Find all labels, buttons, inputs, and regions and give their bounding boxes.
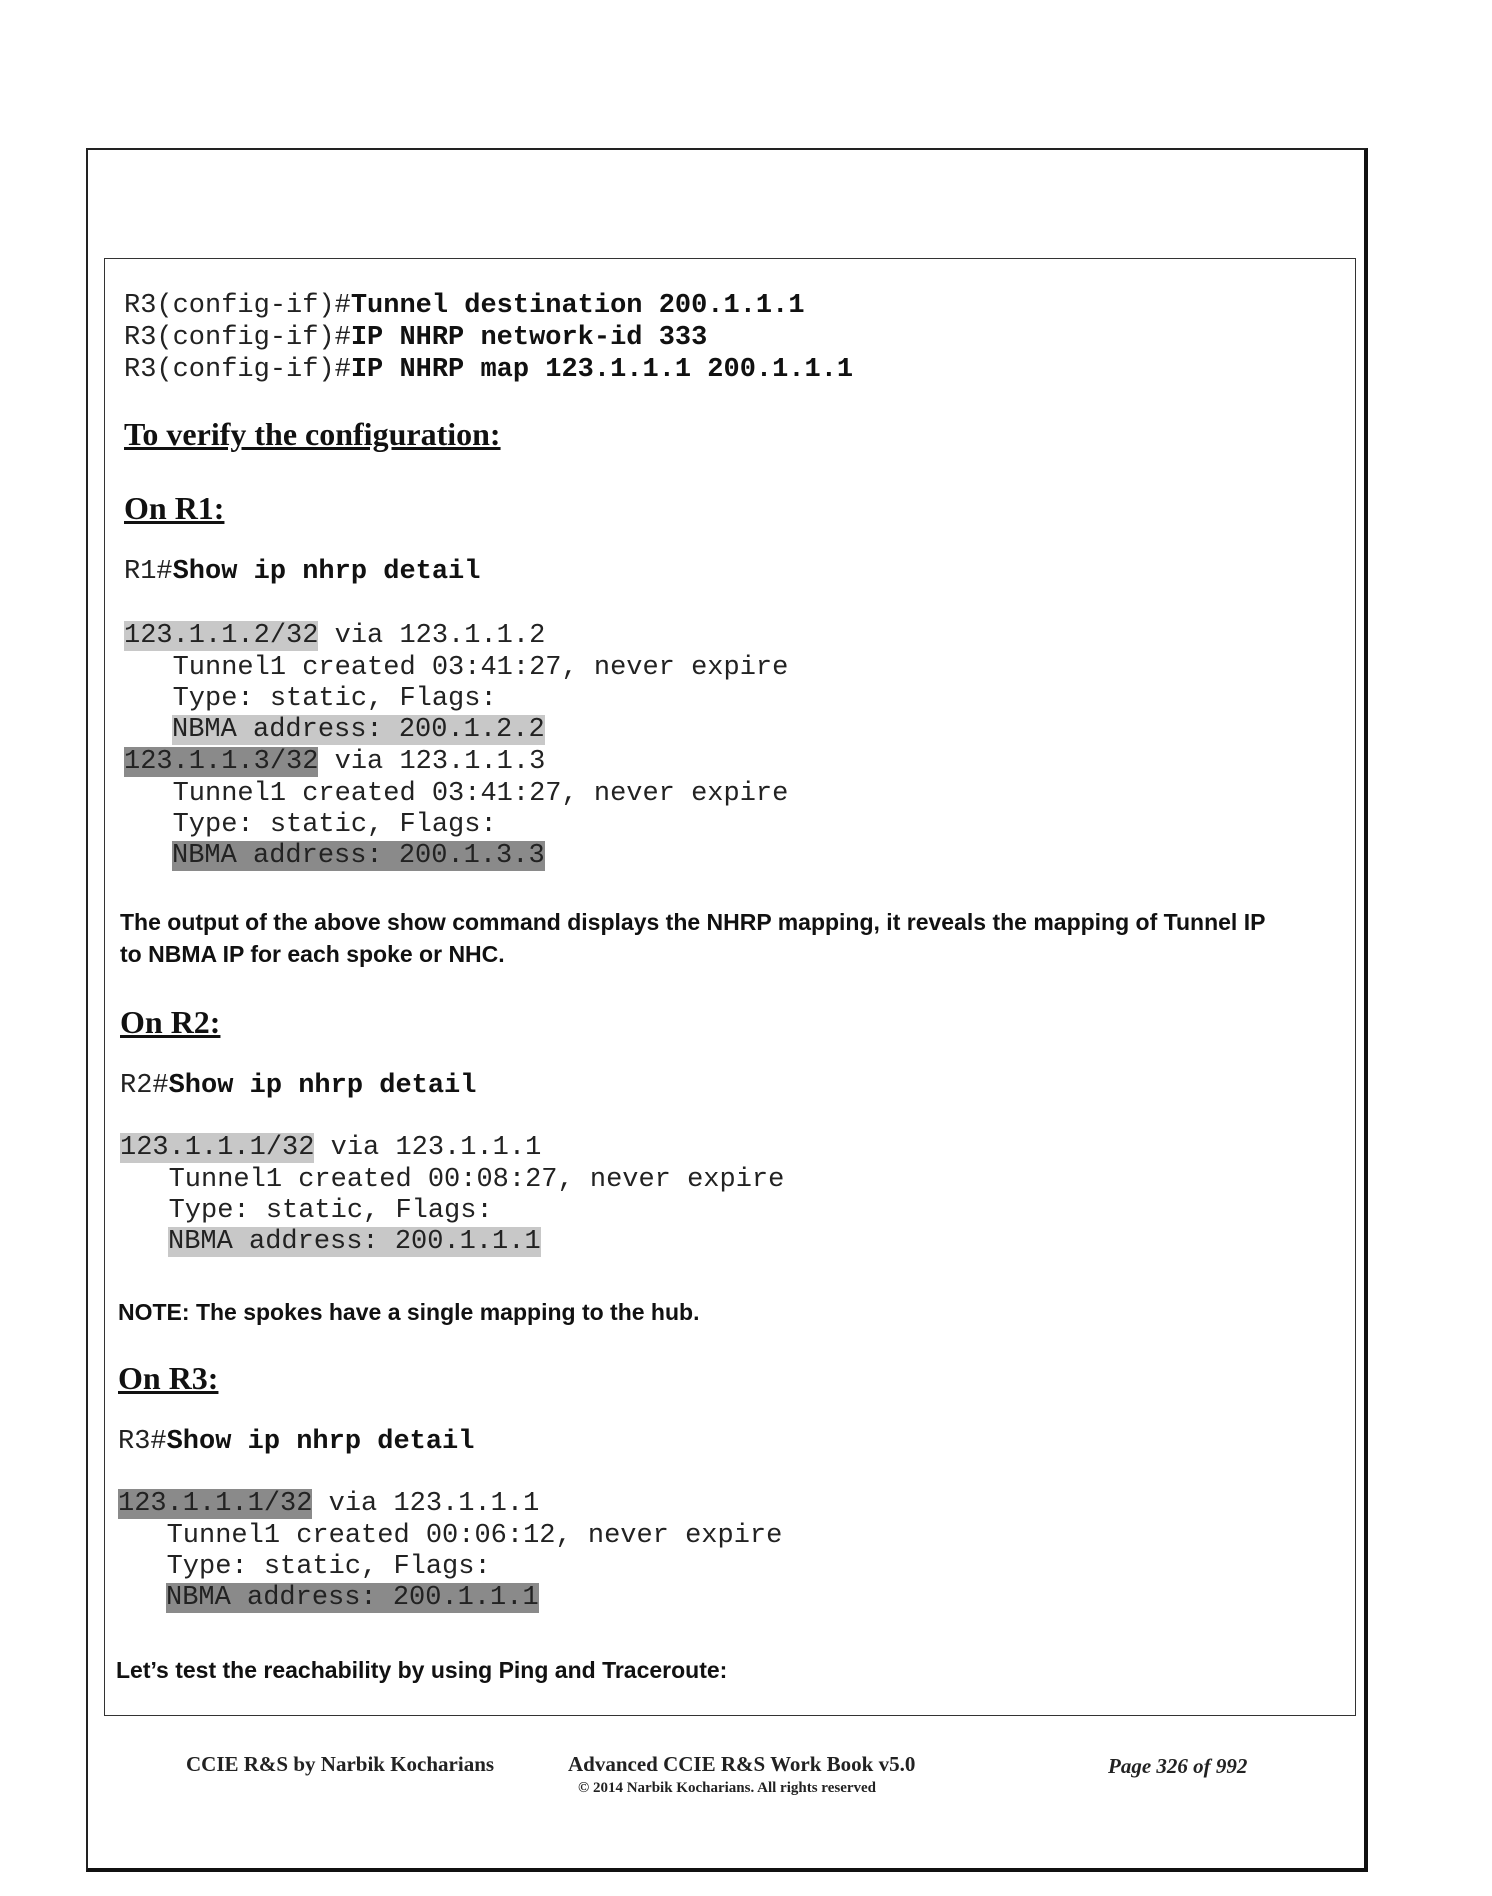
verify-heading: To verify the configuration:	[124, 416, 501, 452]
r2-entry-created: Tunnel1 created 00:08:27, never expire	[120, 1165, 785, 1195]
config-line-3: R3(config-if)#IP NHRP map 123.1.1.1 200.1.1.1	[124, 355, 854, 385]
r3-entry-prefix: 123.1.1.1/32	[118, 1489, 313, 1519]
r2-entry-prefix: 123.1.1.1/32	[120, 1133, 315, 1163]
r2-entry-nbma: NBMA address: 200.1.1.1	[168, 1227, 541, 1257]
r1-explanation-line-1: The output of the above show command displays the NHRP mapping, it reveals the mapping of Tunnel IP	[120, 909, 1266, 935]
r3-entry-created: Tunnel1 created 00:06:12, never expire	[118, 1521, 783, 1551]
r1-entry-1-prefix-line: 123.1.1.2/32 via 123.1.1.2	[124, 621, 546, 651]
config-line-2: R3(config-if)#IP NHRP network-id 333	[124, 323, 708, 353]
r1-entry-1-prefix: 123.1.1.2/32	[124, 621, 319, 651]
r1-command: R1#Show ip nhrp detail	[124, 557, 481, 587]
footer-copyright: © 2014 Narbik Kocharians. All rights reserved	[578, 1780, 877, 1796]
r3-command: R3#Show ip nhrp detail	[118, 1427, 475, 1457]
r3-entry-nbma: NBMA address: 200.1.1.1	[166, 1583, 539, 1613]
r2-note: NOTE: The spokes have a single mapping to the hub.	[118, 1299, 700, 1325]
r3-entry-prefix-line: 123.1.1.1/32 via 123.1.1.1	[118, 1489, 540, 1519]
r3-closing: Let’s test the reachability by using Ping and Traceroute:	[116, 1657, 728, 1683]
r1-entry-2-nbma: NBMA address: 200.1.3.3	[172, 841, 545, 871]
footer-title: Advanced CCIE R&S Work Book v5.0	[568, 1752, 916, 1776]
r1-entry-2-prefix: 123.1.1.3/32	[124, 747, 319, 777]
r3-heading: On R3:	[118, 1360, 219, 1396]
r3-entry-nbma-line	[166, 1582, 539, 1614]
r2-command: R2#Show ip nhrp detail	[120, 1071, 477, 1101]
r2-entry-prefix-line: 123.1.1.1/32 via 123.1.1.1	[120, 1133, 542, 1163]
r1-entry-2-created: Tunnel1 created 03:41:27, never expire	[124, 779, 789, 809]
r2-entry-type: Type: static, Flags:	[120, 1196, 493, 1226]
r1-entry-1-nbma-line	[172, 714, 545, 746]
r3-entry-type: Type: static, Flags:	[118, 1552, 491, 1582]
footer-author: CCIE R&S by Narbik Kocharians	[186, 1752, 495, 1776]
r1-entry-2-type: Type: static, Flags:	[124, 810, 497, 840]
footer-page-number: Page 326 of 992	[1108, 1754, 1248, 1778]
r2-heading: On R2:	[120, 1004, 221, 1040]
r1-entry-1-nbma: NBMA address: 200.1.2.2	[172, 715, 545, 745]
r1-heading: On R1:	[124, 490, 225, 526]
r1-explanation-line-2: to NBMA IP for each spoke or NHC.	[120, 941, 505, 967]
config-line-1: R3(config-if)#Tunnel destination 200.1.1.1	[124, 291, 805, 321]
r1-entry-1-type: Type: static, Flags:	[124, 684, 497, 714]
r1-entry-2-nbma-line	[172, 840, 545, 872]
r1-entry-1-created: Tunnel1 created 03:41:27, never expire	[124, 653, 789, 683]
r2-entry-nbma-line	[168, 1226, 541, 1258]
r1-entry-2-prefix-line: 123.1.1.3/32 via 123.1.1.3	[124, 747, 546, 777]
